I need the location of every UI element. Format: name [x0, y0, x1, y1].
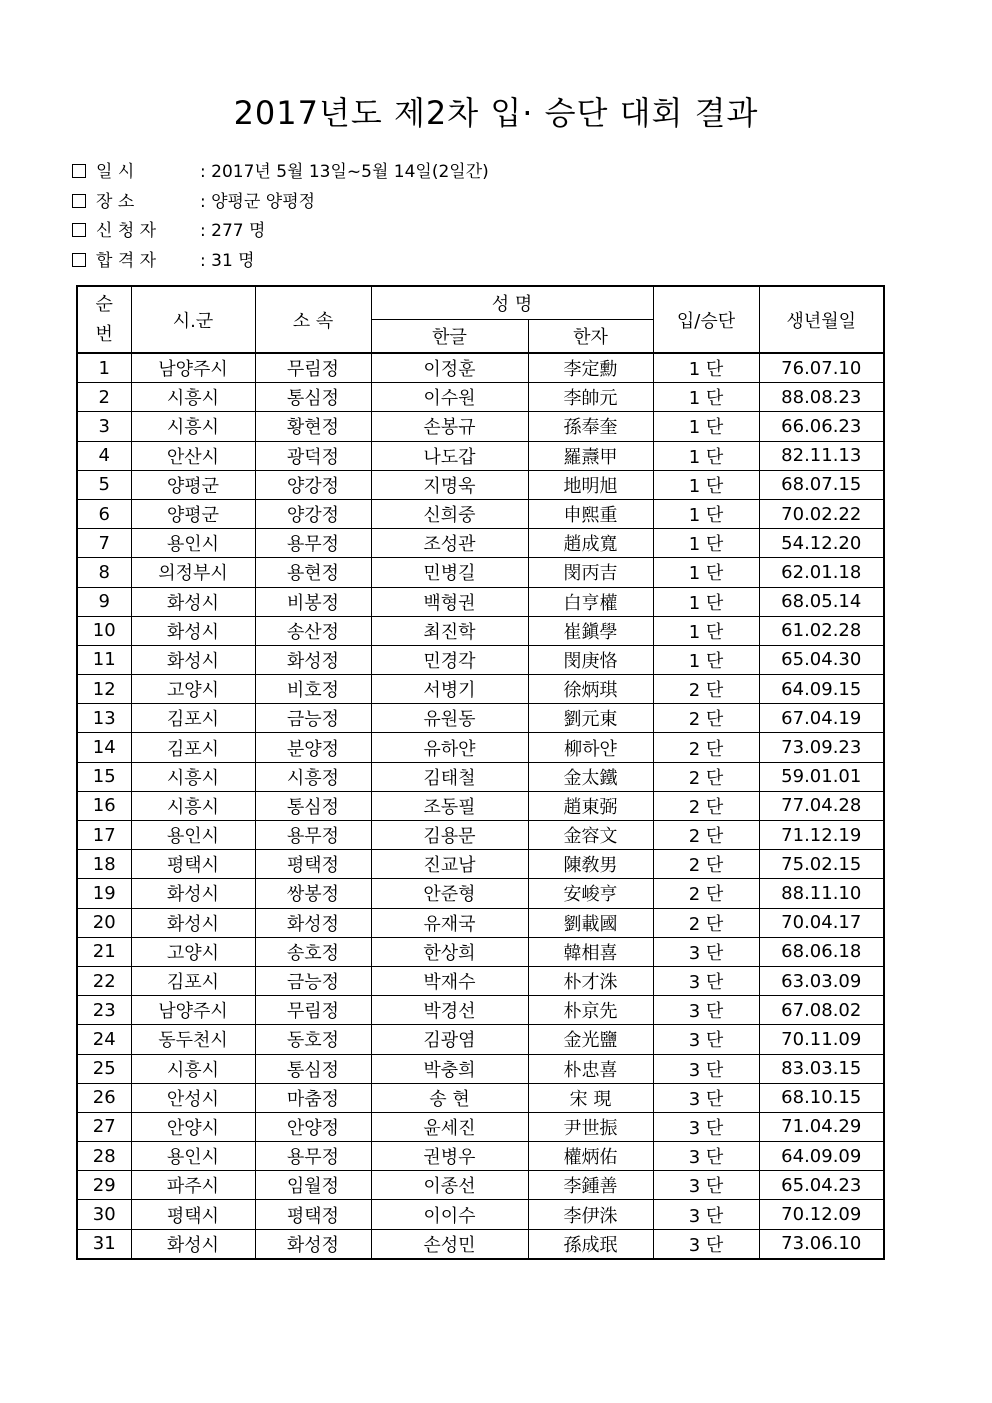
- table-row: [77, 645, 884, 674]
- cell-no: 9: [77, 587, 131, 616]
- info-passed-row: [72, 247, 489, 277]
- cell-city: 용인시: [131, 821, 255, 850]
- cell-hanja: 閔丙吉: [528, 558, 653, 587]
- cell-rank: 1 단: [653, 353, 759, 383]
- cell-hangul: 김태철: [371, 762, 528, 791]
- cell-no: 15: [77, 762, 131, 791]
- event-info: [72, 158, 489, 276]
- cell-rank: 3 단: [653, 1171, 759, 1200]
- cell-hanja: 權炳佑: [528, 1142, 653, 1171]
- cell-birth: 88.11.10: [759, 879, 884, 908]
- cell-hangul: 이수원: [371, 383, 528, 412]
- cell-rank: 1 단: [653, 558, 759, 587]
- cell-rank: 2 단: [653, 879, 759, 908]
- cell-city: 화성시: [131, 1229, 255, 1259]
- cell-no: 26: [77, 1083, 131, 1112]
- cell-hanja: 劉元東: [528, 704, 653, 733]
- cell-rank: 2 단: [653, 762, 759, 791]
- cell-no: 22: [77, 966, 131, 995]
- cell-no: 12: [77, 675, 131, 704]
- cell-club: 동호정: [255, 1025, 371, 1054]
- info-venue-row: [72, 188, 489, 218]
- cell-rank: 2 단: [653, 821, 759, 850]
- cell-hanja: 地明旭: [528, 470, 653, 499]
- cell-club: 화성정: [255, 1229, 371, 1259]
- cell-club: 시흥정: [255, 762, 371, 791]
- table-row: [77, 996, 884, 1025]
- cell-club: 금능정: [255, 704, 371, 733]
- cell-city: 안성시: [131, 1083, 255, 1112]
- info-label: 합 격 자: [96, 250, 157, 271]
- cell-club: 송산정: [255, 616, 371, 645]
- info-value: : 양평군 양평정: [200, 191, 316, 212]
- cell-city: 안산시: [131, 441, 255, 470]
- cell-hanja: 宋 現: [528, 1083, 653, 1112]
- cell-birth: 68.05.14: [759, 587, 884, 616]
- cell-club: 통심정: [255, 1054, 371, 1083]
- cell-rank: 1 단: [653, 645, 759, 674]
- info-value: : 2017년 5월 13일~5월 14일(2일간): [200, 162, 489, 182]
- cell-city: 남양주시: [131, 996, 255, 1025]
- table-row: [77, 1025, 884, 1054]
- cell-hanja: 孫奉奎: [528, 412, 653, 441]
- cell-city: 양평군: [131, 499, 255, 528]
- cell-hangul: 조동필: [371, 791, 528, 820]
- cell-club: 용무정: [255, 529, 371, 558]
- cell-club: 임월정: [255, 1171, 371, 1200]
- cell-birth: 70.11.09: [759, 1025, 884, 1054]
- cell-city: 동두천시: [131, 1025, 255, 1054]
- cell-club: 쌍봉정: [255, 879, 371, 908]
- cell-hanja: 金光鹽: [528, 1025, 653, 1054]
- cell-no: 8: [77, 558, 131, 587]
- cell-birth: 70.12.09: [759, 1200, 884, 1229]
- cell-no: 24: [77, 1025, 131, 1054]
- header-city: 시.군: [131, 286, 255, 353]
- cell-hanja: 尹世振: [528, 1112, 653, 1141]
- cell-city: 화성시: [131, 908, 255, 937]
- cell-hanja: 朴京先: [528, 996, 653, 1025]
- cell-rank: 1 단: [653, 616, 759, 645]
- cell-city: 고양시: [131, 937, 255, 966]
- table-row: [77, 558, 884, 587]
- cell-club: 황현정: [255, 412, 371, 441]
- cell-rank: 3 단: [653, 1025, 759, 1054]
- cell-city: 화성시: [131, 587, 255, 616]
- cell-club: 무림정: [255, 353, 371, 383]
- cell-club: 광덕정: [255, 441, 371, 470]
- cell-city: 파주시: [131, 1171, 255, 1200]
- cell-club: 분양정: [255, 733, 371, 762]
- cell-city: 남양주시: [131, 353, 255, 383]
- cell-club: 평택정: [255, 1200, 371, 1229]
- table-row: [77, 499, 884, 528]
- cell-hanja: 白亨權: [528, 587, 653, 616]
- cell-club: 양강정: [255, 499, 371, 528]
- cell-club: 통심정: [255, 383, 371, 412]
- table-row: [77, 850, 884, 879]
- table-row: [77, 353, 884, 383]
- table-row: [77, 529, 884, 558]
- cell-birth: 70.04.17: [759, 908, 884, 937]
- cell-birth: 64.09.15: [759, 675, 884, 704]
- cell-hangul: 최진학: [371, 616, 528, 645]
- cell-birth: 76.07.10: [759, 353, 884, 383]
- table-row: [77, 908, 884, 937]
- cell-birth: 66.06.23: [759, 412, 884, 441]
- cell-club: 비봉정: [255, 587, 371, 616]
- cell-club: 안양정: [255, 1112, 371, 1141]
- cell-birth: 73.06.10: [759, 1229, 884, 1259]
- cell-city: 안양시: [131, 1112, 255, 1141]
- cell-hanja: 趙成寬: [528, 529, 653, 558]
- cell-rank: 3 단: [653, 1112, 759, 1141]
- cell-hangul: 한상희: [371, 937, 528, 966]
- table-row: [77, 791, 884, 820]
- cell-city: 화성시: [131, 879, 255, 908]
- cell-city: 김포시: [131, 966, 255, 995]
- cell-rank: 3 단: [653, 937, 759, 966]
- cell-rank: 2 단: [653, 908, 759, 937]
- cell-birth: 75.02.15: [759, 850, 884, 879]
- cell-city: 의정부시: [131, 558, 255, 587]
- cell-hangul: 유하얀: [371, 733, 528, 762]
- cell-hangul: 지명욱: [371, 470, 528, 499]
- cell-hangul: 민병길: [371, 558, 528, 587]
- checkbox-square-icon: [72, 253, 86, 267]
- cell-rank: 2 단: [653, 704, 759, 733]
- header-name: 성 명: [371, 286, 653, 320]
- cell-club: 송호정: [255, 937, 371, 966]
- cell-hangul: 조성관: [371, 529, 528, 558]
- cell-city: 양평군: [131, 470, 255, 499]
- cell-city: 시흥시: [131, 762, 255, 791]
- table-row: [77, 1142, 884, 1171]
- cell-hangul: 김용문: [371, 821, 528, 850]
- cell-city: 시흥시: [131, 1054, 255, 1083]
- cell-birth: 70.02.22: [759, 499, 884, 528]
- table-row: [77, 762, 884, 791]
- cell-hangul: 백형권: [371, 587, 528, 616]
- cell-hanja: 李鍾善: [528, 1171, 653, 1200]
- cell-hangul: 박충희: [371, 1054, 528, 1083]
- cell-birth: 65.04.23: [759, 1171, 884, 1200]
- cell-birth: 67.08.02: [759, 996, 884, 1025]
- cell-birth: 65.04.30: [759, 645, 884, 674]
- cell-hangul: 김광염: [371, 1025, 528, 1054]
- cell-birth: 77.04.28: [759, 791, 884, 820]
- checkbox-square-icon: [72, 164, 86, 178]
- cell-birth: 62.01.18: [759, 558, 884, 587]
- cell-no: 10: [77, 616, 131, 645]
- table-row: [77, 704, 884, 733]
- info-value: : 277 명: [200, 221, 266, 241]
- cell-hanja: 李伊洙: [528, 1200, 653, 1229]
- cell-no: 21: [77, 937, 131, 966]
- cell-no: 3: [77, 412, 131, 441]
- cell-hangul: 손봉규: [371, 412, 528, 441]
- cell-rank: 3 단: [653, 996, 759, 1025]
- cell-no: 14: [77, 733, 131, 762]
- cell-no: 28: [77, 1142, 131, 1171]
- cell-city: 고양시: [131, 675, 255, 704]
- cell-city: 시흥시: [131, 383, 255, 412]
- cell-hangul: 이종선: [371, 1171, 528, 1200]
- cell-city: 시흥시: [131, 412, 255, 441]
- cell-birth: 83.03.15: [759, 1054, 884, 1083]
- cell-no: 6: [77, 499, 131, 528]
- cell-club: 금능정: [255, 966, 371, 995]
- cell-club: 무림정: [255, 996, 371, 1025]
- page-title: 2017년도 제2차 입· 승단 대회 결과: [233, 94, 759, 132]
- cell-city: 평택시: [131, 850, 255, 879]
- cell-no: 7: [77, 529, 131, 558]
- cell-rank: 3 단: [653, 1083, 759, 1112]
- header-birth: 생년월일: [759, 286, 884, 353]
- cell-birth: 68.10.15: [759, 1083, 884, 1112]
- cell-birth: 71.12.19: [759, 821, 884, 850]
- cell-city: 시흥시: [131, 791, 255, 820]
- cell-hangul: 송 현: [371, 1083, 528, 1112]
- table-row: [77, 675, 884, 704]
- cell-hanja: 閔庚恪: [528, 645, 653, 674]
- cell-city: 용인시: [131, 529, 255, 558]
- table-row: [77, 412, 884, 441]
- cell-rank: 1 단: [653, 470, 759, 499]
- table-row: [77, 383, 884, 412]
- cell-club: 비호정: [255, 675, 371, 704]
- results-body: [77, 353, 884, 1259]
- cell-hanja: 李帥元: [528, 383, 653, 412]
- cell-hanja: 劉載國: [528, 908, 653, 937]
- table-row: [77, 1083, 884, 1112]
- header-rank: 입/승단: [653, 286, 759, 353]
- cell-no: 4: [77, 441, 131, 470]
- cell-hanja: 安峻亨: [528, 879, 653, 908]
- cell-no: 2: [77, 383, 131, 412]
- cell-rank: 3 단: [653, 1229, 759, 1259]
- cell-hanja: 韓相喜: [528, 937, 653, 966]
- cell-club: 화성정: [255, 908, 371, 937]
- table-row: [77, 937, 884, 966]
- info-label: 장 소: [96, 191, 135, 212]
- cell-hanja: 金太鐵: [528, 762, 653, 791]
- cell-no: 29: [77, 1171, 131, 1200]
- cell-no: 23: [77, 996, 131, 1025]
- cell-birth: 68.06.18: [759, 937, 884, 966]
- cell-birth: 64.09.09: [759, 1142, 884, 1171]
- cell-rank: 2 단: [653, 733, 759, 762]
- cell-club: 통심정: [255, 791, 371, 820]
- cell-rank: 1 단: [653, 529, 759, 558]
- cell-club: 평택정: [255, 850, 371, 879]
- cell-birth: 73.09.23: [759, 733, 884, 762]
- results-table: [76, 285, 885, 1260]
- header-club: 소 속: [255, 286, 371, 353]
- table-row: [77, 1200, 884, 1229]
- cell-no: 5: [77, 470, 131, 499]
- cell-birth: 59.01.01: [759, 762, 884, 791]
- cell-hangul: 이이수: [371, 1200, 528, 1229]
- cell-rank: 1 단: [653, 412, 759, 441]
- cell-rank: 2 단: [653, 850, 759, 879]
- cell-birth: 68.07.15: [759, 470, 884, 499]
- cell-hangul: 이정훈: [371, 353, 528, 383]
- cell-hanja: 金容文: [528, 821, 653, 850]
- cell-city: 용인시: [131, 1142, 255, 1171]
- cell-no: 20: [77, 908, 131, 937]
- info-value: : 31 명: [200, 250, 255, 271]
- cell-hanja: 朴才洙: [528, 966, 653, 995]
- cell-no: 13: [77, 704, 131, 733]
- cell-hanja: 陳敎男: [528, 850, 653, 879]
- cell-no: 18: [77, 850, 131, 879]
- cell-hangul: 신희중: [371, 499, 528, 528]
- cell-city: 김포시: [131, 733, 255, 762]
- cell-no: 25: [77, 1054, 131, 1083]
- cell-club: 화성정: [255, 645, 371, 674]
- cell-rank: 3 단: [653, 1142, 759, 1171]
- cell-hangul: 진교남: [371, 850, 528, 879]
- cell-hanja: 申熙重: [528, 499, 653, 528]
- cell-hanja: 崔鎭學: [528, 616, 653, 645]
- cell-club: 용현정: [255, 558, 371, 587]
- cell-club: 양강정: [255, 470, 371, 499]
- cell-no: 31: [77, 1229, 131, 1259]
- table-row: [77, 1171, 884, 1200]
- cell-hanja: 李定勳: [528, 353, 653, 383]
- cell-no: 17: [77, 821, 131, 850]
- cell-rank: 1 단: [653, 499, 759, 528]
- cell-no: 11: [77, 645, 131, 674]
- cell-hangul: 권병우: [371, 1142, 528, 1171]
- table-row: [77, 821, 884, 850]
- table-row: [77, 966, 884, 995]
- header-hangul: 한글: [371, 320, 528, 354]
- cell-birth: 88.08.23: [759, 383, 884, 412]
- table-row: [77, 879, 884, 908]
- table-row: [77, 616, 884, 645]
- cell-hangul: 윤세진: [371, 1112, 528, 1141]
- cell-no: 19: [77, 879, 131, 908]
- cell-hanja: 徐炳琪: [528, 675, 653, 704]
- cell-rank: 1 단: [653, 383, 759, 412]
- cell-city: 김포시: [131, 704, 255, 733]
- cell-rank: 1 단: [653, 587, 759, 616]
- cell-hangul: 박경선: [371, 996, 528, 1025]
- header-no: 순 번: [77, 286, 131, 353]
- cell-city: 평택시: [131, 1200, 255, 1229]
- cell-birth: 54.12.20: [759, 529, 884, 558]
- info-label: 일 시: [96, 162, 135, 182]
- cell-hangul: 서병기: [371, 675, 528, 704]
- cell-city: 화성시: [131, 616, 255, 645]
- cell-hanja: 趙東弼: [528, 791, 653, 820]
- cell-birth: 82.11.13: [759, 441, 884, 470]
- table-row: [77, 1054, 884, 1083]
- checkbox-square-icon: [72, 194, 86, 208]
- cell-birth: 71.04.29: [759, 1112, 884, 1141]
- cell-club: 용무정: [255, 821, 371, 850]
- info-date-row: [72, 158, 489, 188]
- checkbox-square-icon: [72, 223, 86, 237]
- cell-club: 마춤정: [255, 1083, 371, 1112]
- cell-hanja: 朴忠喜: [528, 1054, 653, 1083]
- table-row: [77, 733, 884, 762]
- cell-birth: 67.04.19: [759, 704, 884, 733]
- cell-club: 용무정: [255, 1142, 371, 1171]
- table-row: [77, 441, 884, 470]
- table-row: [77, 1229, 884, 1259]
- cell-birth: 61.02.28: [759, 616, 884, 645]
- cell-hangul: 안준형: [371, 879, 528, 908]
- cell-no: 1: [77, 353, 131, 383]
- cell-hangul: 박재수: [371, 966, 528, 995]
- cell-rank: 1 단: [653, 441, 759, 470]
- cell-rank: 3 단: [653, 1054, 759, 1083]
- cell-hanja: 羅燾甲: [528, 441, 653, 470]
- cell-birth: 63.03.09: [759, 966, 884, 995]
- cell-hanja: 孫成珉: [528, 1229, 653, 1259]
- cell-rank: 2 단: [653, 791, 759, 820]
- cell-no: 16: [77, 791, 131, 820]
- table-row: [77, 587, 884, 616]
- cell-hangul: 유원동: [371, 704, 528, 733]
- cell-rank: 3 단: [653, 1200, 759, 1229]
- cell-hanja: 柳하얀: [528, 733, 653, 762]
- cell-city: 화성시: [131, 645, 255, 674]
- cell-rank: 2 단: [653, 675, 759, 704]
- cell-hangul: 유재국: [371, 908, 528, 937]
- cell-rank: 3 단: [653, 966, 759, 995]
- cell-hangul: 나도갑: [371, 441, 528, 470]
- cell-no: 27: [77, 1112, 131, 1141]
- info-applicants-row: [72, 217, 489, 247]
- cell-no: 30: [77, 1200, 131, 1229]
- cell-hangul: 민경각: [371, 645, 528, 674]
- info-label: 신 청 자: [96, 221, 157, 241]
- header-hanja: 한자: [528, 320, 653, 354]
- table-row: [77, 470, 884, 499]
- table-row: [77, 1112, 884, 1141]
- cell-hangul: 손성민: [371, 1229, 528, 1259]
